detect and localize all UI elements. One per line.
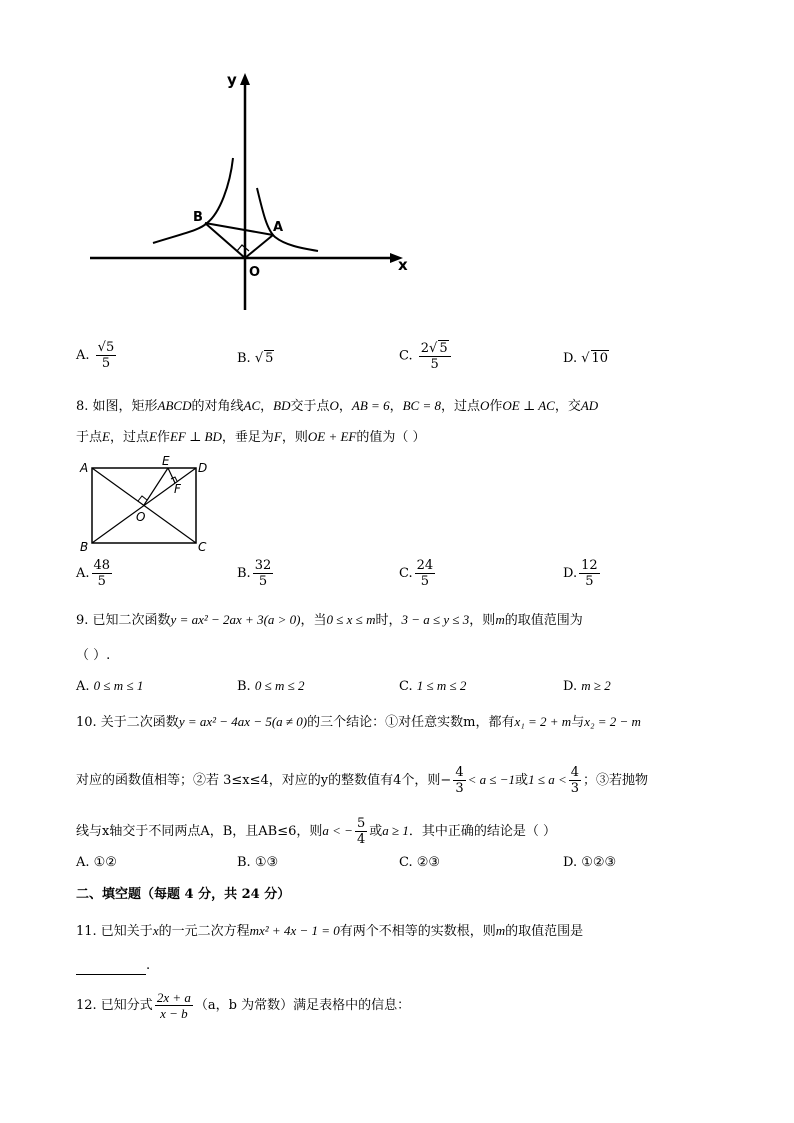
q9-option-d: D. m ≥ 2 (563, 678, 611, 694)
q7-option-c: C. $\frac{2√ 5}{5}$ (399, 340, 453, 372)
fig-c: C (198, 540, 207, 554)
section-heading: 二、填空题（每题 4 分，共 24 分） (76, 887, 291, 902)
q9-option-c: C. 1 ≤ m ≤ 2 (399, 678, 467, 694)
q9-option-b: B. 0 ≤ m ≤ 2 (237, 678, 305, 694)
fig-e: E (162, 455, 170, 468)
graph-y-label: y (227, 71, 237, 89)
fig-b: B (80, 540, 89, 554)
q7-option-b: B. √ 5 (237, 351, 274, 366)
q8-option-d: D. $\frac{12}{5}$ (563, 558, 598, 589)
q7-option-d: D. √ 10 (563, 351, 609, 366)
q7-option-a: A. $\frac{√5}{5}$ (76, 340, 115, 371)
q8-line2: 于点E，过点E作EF ⊥ BD，垂足为F，则OE + EF的值为（ ） (76, 429, 426, 445)
q9-option-a: A. 0 ≤ m ≤ 1 (76, 678, 144, 694)
rectangle-figure (78, 455, 213, 555)
q8-option-a: A. $\frac{48}{5}$ (76, 558, 111, 589)
q11-answer-line: . (76, 957, 150, 975)
q10-option-b: B. ①③ (237, 855, 279, 870)
graph-x-label: x (398, 256, 408, 274)
q8-option-c: C. $\frac{24}{5}$ (399, 558, 434, 589)
q10-option-d: D. ①②③ (563, 855, 617, 870)
graph-b-label: B (193, 210, 203, 225)
fig-d: D (198, 461, 208, 475)
fig-f: F (174, 482, 181, 496)
q10-line1: 10. 关于二次函数y = ax² − 4ax − 5(a ≠ 0)的三个结论：①对任意实数m，都有x₁ = 2 + m与x₂ = 2 − m (76, 714, 641, 730)
q10-option-a: A. ①② (76, 855, 117, 870)
hyperbola-graph (85, 65, 415, 315)
q8-line1: 8. 如图，矩形ABCD的对角线AC，BD交于点O，AB = 6，BC = 8，过点O作OE ⊥ AC，交AD (76, 398, 599, 414)
graph-o-label: O (249, 265, 261, 280)
q12-line1: 12. 已知分式 $\frac{2x + a}{x - b}$ （a，b 为常数）满足表格中的信息： (76, 990, 411, 1021)
answer-blank (76, 960, 146, 975)
q9-line1: 9. 已知二次函数y = ax² − 2ax + 3(a > 0)，当0 ≤ x ≤ m时，3 − a ≤ y ≤ 3，则m的取值范围为 (76, 612, 583, 628)
q10-line2: 对应的函数值相等；②若 3≤x≤4，对应的y的整数值有4个，则− $\frac{4}{3}$ < a ≤ −1或1 ≤ a < $\frac{4}{3}$ ；③若抛物 (76, 765, 649, 796)
q10-line3: 线与x轴交于不同两点A，B，且AB≤6，则a < − $\frac{5}{4}$ 或a ≥ 1．其中正确的结论是（ ） (76, 816, 557, 847)
fig-a: A (80, 461, 89, 475)
q8-option-b: B. $\frac{32}{5}$ (237, 558, 272, 589)
q11-line1: 11. 已知关于x的一元二次方程mx² + 4x − 1 = 0有两个不相等的实数根，则m的取值范围是 (76, 923, 584, 939)
graph-a-label: A (273, 220, 284, 235)
q10-option-c: C. ②③ (399, 855, 441, 870)
fig-o: O (136, 510, 146, 524)
q9-line2: （ ）. (76, 648, 111, 663)
